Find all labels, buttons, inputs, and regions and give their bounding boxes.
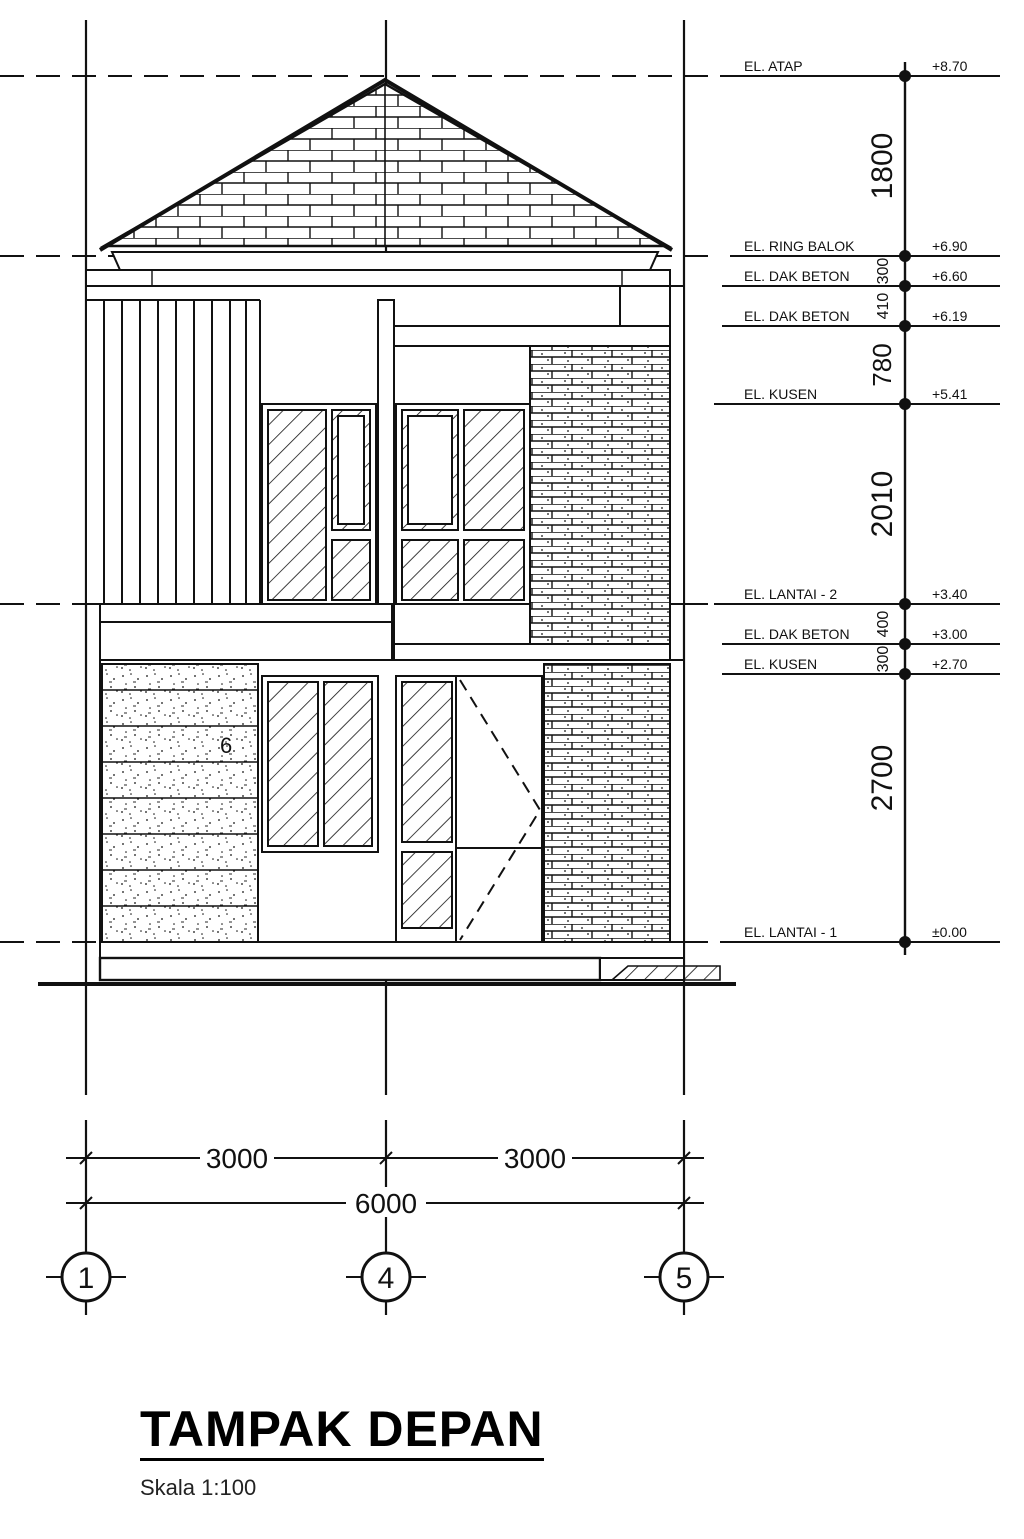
grid-bubble-1 bbox=[46, 1253, 126, 1301]
grid-label-1: 1 bbox=[77, 1262, 95, 1295]
vertical-dimension: 1800 bbox=[865, 132, 899, 200]
dim-total: 6000 bbox=[354, 1188, 418, 1219]
lower-window-left bbox=[262, 676, 378, 852]
level-name: EL. ATAP bbox=[744, 58, 803, 74]
dim-span-right: 3000 bbox=[503, 1143, 567, 1174]
level-marker bbox=[730, 924, 1000, 948]
dim-span-left: 3000 bbox=[205, 1143, 269, 1174]
grid-label-4: 4 bbox=[377, 1262, 395, 1295]
level-marks bbox=[714, 58, 1000, 948]
grid-bubble-4 bbox=[346, 1253, 426, 1301]
level-marker bbox=[730, 58, 1000, 82]
level-value: +6.90 bbox=[932, 238, 968, 254]
level-name: EL. DAK BETON bbox=[744, 308, 850, 324]
level-value: +8.70 bbox=[932, 58, 968, 74]
level-value: +6.60 bbox=[932, 268, 968, 284]
level-marker bbox=[722, 626, 1000, 650]
front-door bbox=[396, 676, 542, 942]
level-name: EL. LANTAI - 1 bbox=[744, 924, 838, 940]
vertical-dimension: 400 bbox=[875, 610, 893, 638]
vertical-dimension: 300 bbox=[875, 645, 893, 673]
title-block bbox=[140, 1400, 544, 1501]
vertical-dimension: 300 bbox=[875, 257, 893, 285]
level-value: +3.40 bbox=[932, 586, 968, 602]
drawing-scale: Skala 1:100 bbox=[140, 1475, 257, 1500]
level-marker bbox=[722, 308, 1000, 332]
vertical-dimension: 780 bbox=[866, 343, 897, 387]
level-name: EL. DAK BETON bbox=[744, 626, 850, 642]
grid-label-5: 5 bbox=[675, 1262, 693, 1295]
level-value: +2.70 bbox=[932, 656, 968, 672]
level-marker bbox=[722, 268, 1000, 292]
level-value: +6.19 bbox=[932, 308, 968, 324]
vertical-dimension: 2010 bbox=[865, 470, 899, 538]
drawing-title: TAMPAK DEPAN bbox=[140, 1400, 544, 1461]
upper-window-left bbox=[262, 404, 376, 604]
level-name: EL. KUSEN bbox=[744, 386, 818, 402]
level-name: EL. RING BALOK bbox=[744, 238, 855, 254]
vertical-dimension: 410 bbox=[875, 292, 893, 320]
level-name: EL. DAK BETON bbox=[744, 268, 850, 284]
grid-bubble-5 bbox=[644, 1253, 724, 1301]
level-name: EL. LANTAI - 2 bbox=[744, 586, 838, 602]
ground-plinth bbox=[38, 942, 736, 984]
level-marker bbox=[714, 386, 1000, 410]
upper-window-right bbox=[396, 404, 530, 604]
level-marker bbox=[714, 586, 1000, 610]
room-tag: 6 bbox=[220, 733, 233, 758]
level-value: ±0.00 bbox=[932, 924, 967, 940]
level-name: EL. KUSEN bbox=[744, 656, 818, 672]
level-marker bbox=[730, 238, 1000, 262]
lower-floor bbox=[100, 660, 684, 942]
level-value: +5.41 bbox=[932, 386, 968, 402]
level-marker bbox=[722, 656, 1000, 680]
vertical-dimension: 2700 bbox=[865, 744, 899, 812]
roof bbox=[86, 80, 672, 286]
level-value: +3.00 bbox=[932, 626, 968, 642]
vertical-dimension-labels bbox=[866, 133, 899, 812]
